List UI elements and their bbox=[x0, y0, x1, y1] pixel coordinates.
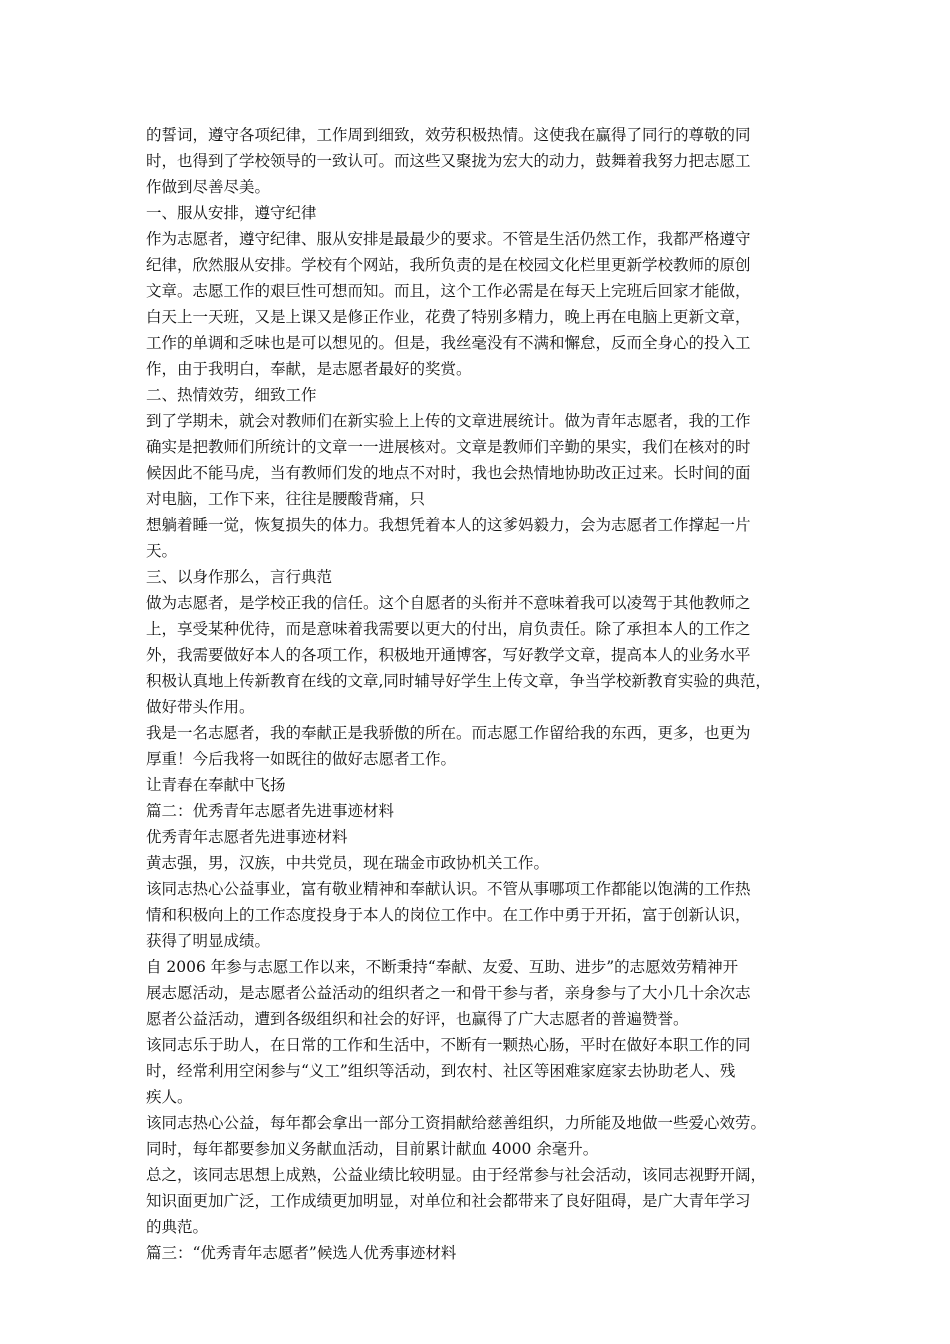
text-line: 做为志愿者，是学校正我的信任。这个自愿者的头衔并不意味着我可以凌驾于其他教师之 bbox=[146, 594, 751, 612]
text-line: 时，也得到了学校领导的一致认可。而这些又聚拢为宏大的动力，鼓舞着我努力把志愿工 bbox=[146, 152, 751, 170]
text-line: 愿者公益活动，遭到各级组织和社会的好评，也赢得了广大志愿者的普遍赞誉。 bbox=[146, 1010, 689, 1028]
text-line: 的誓词，遵守各项纪律，工作周到细致，效劳积极热情。这使我在赢得了同行的尊敬的同 bbox=[146, 126, 751, 144]
text-line: 情和积极向上的工作态度投身于本人的岗位工作中。在工作中勇于开拓，富于创新认识， bbox=[146, 906, 751, 924]
text-line: 作为志愿者，遵守纪律、服从安排是最最少的要求。不管是生活仍然工作，我都严格遵守 bbox=[146, 230, 751, 248]
document-body bbox=[146, 122, 814, 1266]
text-line: 篇三：“优秀青年志愿者”候选人优秀事迹材料 bbox=[146, 1244, 457, 1262]
text-line: 外，我需要做好本人的各项工作，积极地开通博客，写好教学文章，提高本人的业务水平 bbox=[146, 646, 751, 664]
text-line: 厚重！今后我将一如既往的做好志愿者工作。 bbox=[146, 750, 457, 768]
text-line: 确实是把教师们所统计的文章一一进展核对。文章是教师们辛勤的果实，我们在核对的时 bbox=[146, 438, 751, 456]
text-line: 候因此不能马虎，当有教师们发的地点不对时，我也会热情地协助改正过来。长时间的面 bbox=[146, 464, 751, 482]
text-line: 上，享受某种优待，而是意味着我需要以更大的付出，肩负责任。除了承担本人的工作之 bbox=[146, 620, 751, 638]
text-line: 自 2006 年参与志愿工作以来，不断秉持“奉献、友爱、互助、进步”的志愿效劳精神开 bbox=[146, 958, 739, 976]
text-line: 疾人。 bbox=[146, 1088, 193, 1106]
text-line: 一、服从安排，遵守纪律 bbox=[146, 204, 317, 222]
text-line: 该同志乐于助人，在日常的工作和生活中，不断有一颗热心肠，平时在做好本职工作的同 bbox=[146, 1036, 751, 1054]
text-line: 优秀青年志愿者先进事迹材料 bbox=[146, 828, 348, 846]
text-line: 同时，每年都要参加义务献血活动，目前累计献血 4000 余毫升。 bbox=[146, 1140, 599, 1158]
text-line: 我是一名志愿者，我的奉献正是我骄傲的所在。而志愿工作留给我的东西，更多，也更为 bbox=[146, 724, 751, 742]
text-line: 让青春在奉献中飞扬 bbox=[146, 776, 286, 794]
text-line: 该同志热心公益事业，富有敬业精神和奉献认识。不管从事哪项工作都能以饱满的工作热 bbox=[146, 880, 751, 898]
text-line: 做好带头作用。 bbox=[146, 698, 255, 716]
text-line: 白天上一天班，又是上课又是修正作业，花费了特别多精力，晚上再在电脑上更新文章， bbox=[146, 308, 751, 326]
text-line: 三、以身作那么，言行典范 bbox=[146, 568, 333, 586]
text-line: 篇二：优秀青年志愿者先进事迹材料 bbox=[146, 802, 395, 820]
text-line: 展志愿活动，是志愿者公益活动的组织者之一和骨干参与者，亲身参与了大小几十余次志 bbox=[146, 984, 751, 1002]
text-line: 文章。志愿工作的艰巨性可想而知。而且，这个工作必需是在每天上完班后回家才能做， bbox=[146, 282, 751, 300]
text-line: 作，由于我明白，奉献，是志愿者最好的奖赏。 bbox=[146, 360, 472, 378]
text-line: 的典范。 bbox=[146, 1218, 209, 1236]
text-line: 到了学期未，就会对教师们在新实验上上传的文章进展统计。做为青年志愿者，我的工作 bbox=[146, 412, 751, 430]
text-line: 知识面更加广泛，工作成绩更加明显，对单位和社会都带来了良好阻碍，是广大青年学习 bbox=[146, 1192, 751, 1210]
text-line: 作做到尽善尽美。 bbox=[146, 178, 271, 196]
text-line: 积极认真地上传新教育在线的文章,同时辅导好学生上传文章，争当学校新教育实验的典范， bbox=[146, 672, 771, 690]
text-line: 该同志热心公益，每年都会拿出一部分工资捐献给慈善组织，力所能及地做一些爱心效劳。 bbox=[146, 1114, 767, 1132]
text-line: 总之，该同志思想上成熟，公益业绩比较明显。由于经常参与社会活动，该同志视野开阔， bbox=[146, 1166, 767, 1184]
text-line: 工作的单调和乏味也是可以想见的。但是，我丝毫没有不满和懈怠，反而全身心的投入工 bbox=[146, 334, 751, 352]
text-line: 天。 bbox=[146, 542, 178, 560]
text-line: 时，经常利用空闲参与“义工”组织等活动，到农村、社区等困难家庭家去协助老人、残 bbox=[146, 1062, 736, 1080]
text-line: 二、热情效劳，细致工作 bbox=[146, 386, 317, 404]
text-line: 对电脑，工作下来，往往是腰酸背痛，只 bbox=[146, 490, 426, 508]
text-line: 黄志强，男，汉族，中共党员，现在瑞金市政协机关工作。 bbox=[146, 854, 550, 872]
text-line: 纪律，欣然服从安排。学校有个网站，我所负责的是在校园文化栏里更新学校教师的原创 bbox=[146, 256, 751, 274]
text-line: 获得了明显成绩。 bbox=[146, 932, 271, 950]
text-line: 想躺着睡一觉，恢复损失的体力。我想凭着本人的这爹妈毅力，会为志愿者工作撑起一片 bbox=[146, 516, 751, 534]
